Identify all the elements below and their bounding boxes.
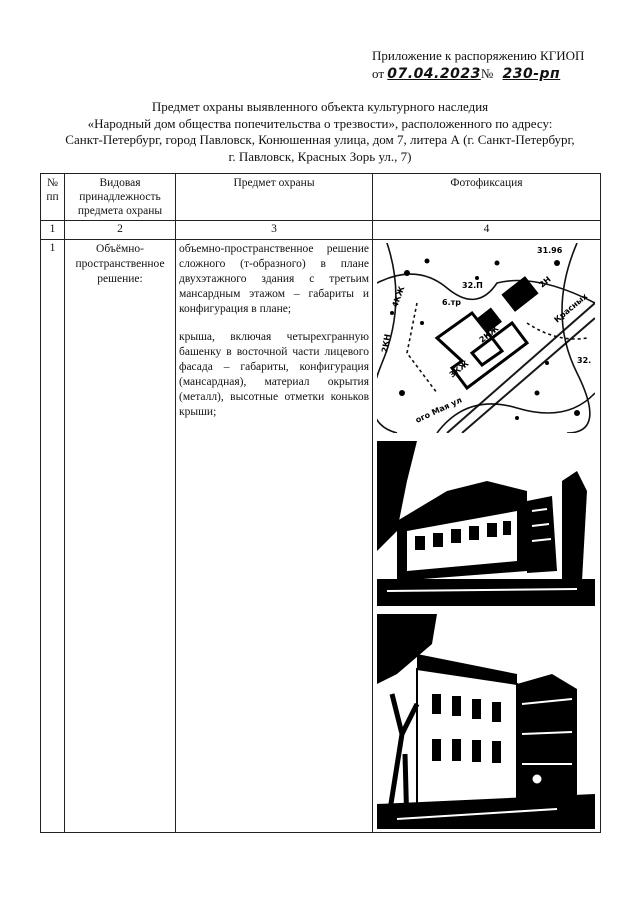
header-category: Видовая принадлежность предмета охраны xyxy=(65,174,176,221)
map-label-32: 32. xyxy=(577,356,592,365)
map-label-elevation: 31.96 xyxy=(537,246,563,255)
map-label-2n: 2Н xyxy=(537,274,553,290)
handwritten-date: 07.04.2023 xyxy=(387,66,481,82)
col-number-4: 4 xyxy=(373,221,601,240)
header-subject: Предмет охраны xyxy=(176,174,373,221)
handwritten-number: 230-рп xyxy=(502,66,561,82)
header-photo: Фотофиксация xyxy=(373,174,601,221)
facade-photo-1 xyxy=(377,441,595,606)
table-row xyxy=(41,240,601,833)
header-index: № пп xyxy=(41,174,65,221)
protection-subject-table xyxy=(40,173,601,833)
col-number-2: 2 xyxy=(65,221,176,240)
title-line-4: г. Павловск, Красных Зорь ул., 7) xyxy=(228,148,412,164)
facade-photo-2 xyxy=(377,614,595,829)
site-plan-map-image xyxy=(377,243,595,433)
table-number-row xyxy=(41,221,601,240)
row-category: Объёмно-пространственное решение: xyxy=(65,240,176,833)
date-prefix: от xyxy=(372,66,385,81)
row-photos xyxy=(373,240,601,833)
map-label-2kzh: 2КЖ xyxy=(477,323,501,345)
row-index: 1 xyxy=(41,240,65,833)
title-line-2: «Народный дом общества попечительства о трезвости», расположенного по адресу: xyxy=(87,115,553,131)
map-label-street-krasnykh: Красных xyxy=(552,291,590,325)
subject-paragraph-1: объемно-пространственное решение сложного (т-образного) в плане двухэтажного здания с третьим мансардным этажом – габариты и конфигурация в плане; xyxy=(179,243,369,315)
map-label-6tr: 6.тр xyxy=(442,298,461,307)
title-line-1: Предмет охраны выявленного объекта культурного наследия xyxy=(151,99,489,114)
row-subject xyxy=(176,240,373,833)
map-label-2kn: 2КН xyxy=(380,333,393,354)
subject-paragraph-2: крыша, включая четырехгранную башенку в восточной части лицевого фасада – габариты, конфигурация (мансардная), материал окрытия (металл), высотные отметки коньков крыши; xyxy=(179,331,369,418)
col-number-1: 1 xyxy=(41,221,65,240)
map-label-4kzh: 4КЖ xyxy=(390,285,407,309)
number-prefix: № xyxy=(480,66,494,81)
map-label-32p: 32.П xyxy=(462,281,483,290)
col-number-3: 3 xyxy=(176,221,373,240)
document-title xyxy=(40,99,600,165)
map-label-street-maya: ого Мая ул xyxy=(414,395,464,425)
appendix-line: Приложение к распоряжению КГИОП xyxy=(372,48,585,63)
date-line xyxy=(372,65,584,83)
title-line-3: Санкт-Петербург, город Павловск, Конюшенная улица, дом 7, литера А (г. Санкт-Петербург, xyxy=(65,132,575,147)
appendix-block xyxy=(372,47,584,83)
map-label-3kzh: 3КЖ xyxy=(447,358,471,380)
table-header-row xyxy=(41,174,601,221)
